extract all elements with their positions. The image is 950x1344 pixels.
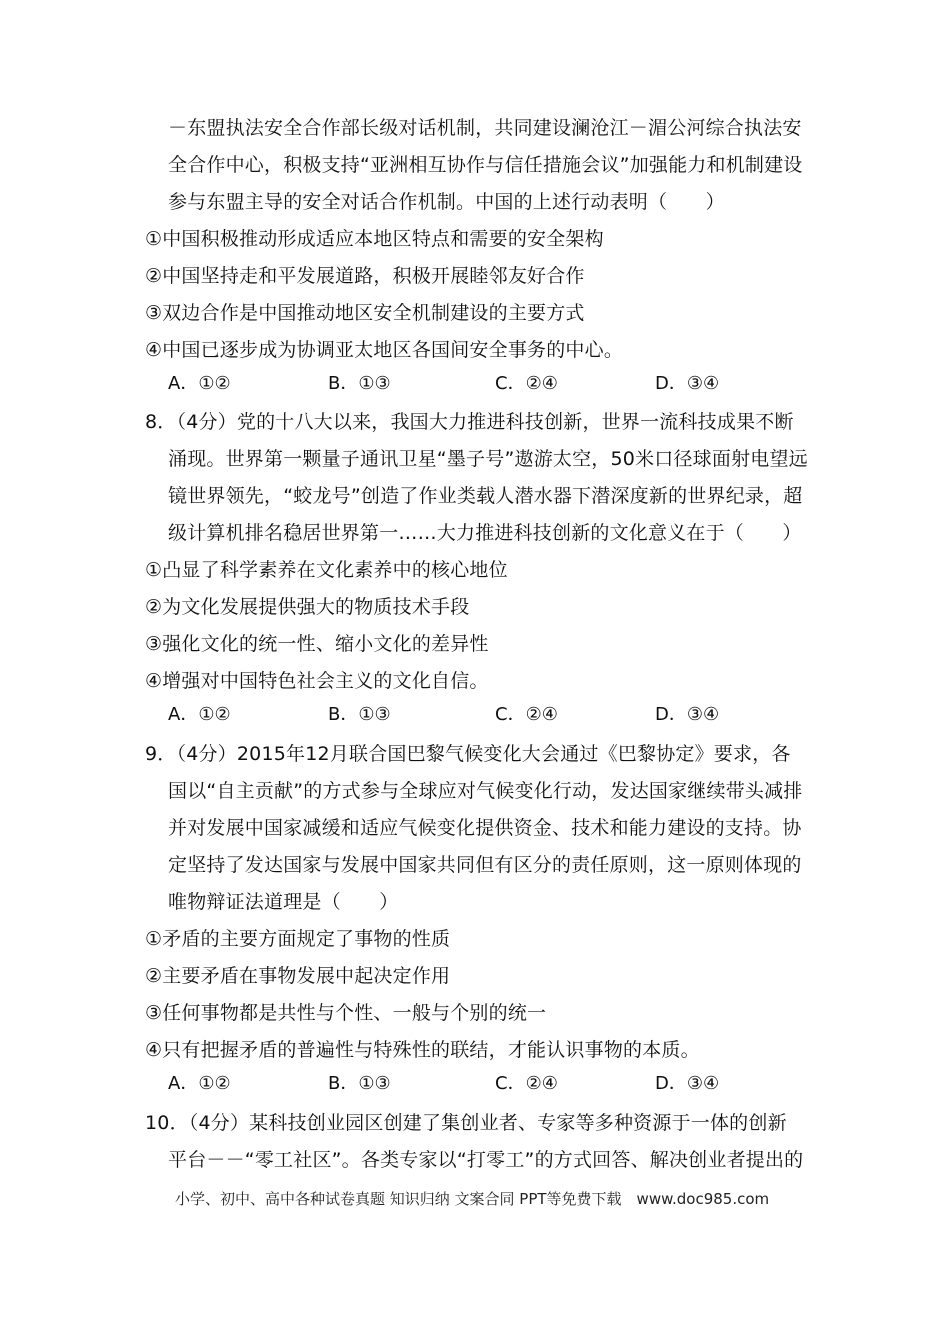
q10-stem-line-1: 10．（4分）某科技创业园区创建了集创业者、专家等多种资源于一体的创新	[145, 1112, 787, 1134]
q8-choice-a[interactable]: A．①②	[168, 704, 231, 725]
q9-choice-d[interactable]: D．③④	[655, 1073, 720, 1094]
q8-choice-d[interactable]: D．③④	[655, 704, 720, 725]
q8-option-1: ①凸显了科学素养在文化素养中的核心地位	[145, 559, 508, 581]
q9-choice-b[interactable]: B．①③	[328, 1073, 391, 1094]
q8-choice-c[interactable]: C．②④	[495, 704, 558, 725]
q10-stem-line-2: 平台－－“零工社区”。各类专家以“打零工”的方式回答、解决创业者提出的	[168, 1149, 804, 1171]
q9-choice-a[interactable]: A．①②	[168, 1073, 231, 1094]
page-footer: 小学、初中、高中各种试卷真题 知识归纳 文案合同 PPT等免费下载 www.doc985.com	[175, 1190, 770, 1208]
q9-stem-line-1: 9．（4分）2015年12月联合国巴黎气候变化大会通过《巴黎协定》要求，各	[145, 743, 791, 765]
q9-option-2: ②主要矛盾在事物发展中起决定作用	[145, 965, 451, 987]
q7-option-3: ③双边合作是中国推动地区安全机制建设的主要方式	[145, 302, 585, 324]
q9-stem-line-3: 并对发展中国家减缓和适应气候变化提供资金、技术和能力建设的支持。协	[168, 817, 802, 839]
q9-stem-line-5: 唯物辩证法道理是（ ）	[168, 891, 399, 913]
q8-option-2: ②为文化发展提供强大的物质技术手段	[145, 596, 470, 618]
q7-choice-d[interactable]: D．③④	[655, 373, 720, 394]
q7-choice-c[interactable]: C．②④	[495, 373, 558, 394]
q9-option-1: ①矛盾的主要方面规定了事物的性质	[145, 928, 451, 950]
q9-stem-line-4: 定坚持了发达国家与发展中国家共同但有区分的责任原则，这一原则体现的	[168, 854, 802, 876]
q8-choice-b[interactable]: B．①③	[328, 704, 391, 725]
q8-option-3: ③强化文化的统一性、缩小文化的差异性	[145, 633, 489, 655]
q7-option-1: ①中国积极推动形成适应本地区特点和需要的安全架构	[145, 228, 604, 250]
q7-option-2: ②中国坚持走和平发展道路，积极开展睦邻友好合作	[145, 265, 585, 287]
q7-option-4: ④中国已逐步成为协调亚太地区各国间安全事务的中心。	[145, 339, 624, 361]
q8-stem-line-1: 8．（4分）党的十八大以来，我国大力推进科技创新，世界一流科技成果不断	[145, 411, 794, 433]
q7-stem-line-1: －东盟执法安全合作部长级对话机制，共同建设澜沧江－湄公河综合执法安	[168, 117, 802, 139]
q9-stem-line-2: 国以“自主贡献”的方式参与全球应对气候变化行动，发达国家继续带头减排	[168, 780, 803, 802]
q8-stem-line-2: 涌现。世界第一颗量子通讯卫星“墨子号”遨游太空，50米口径球面射电望远	[168, 448, 808, 470]
q9-option-4: ④只有把握矛盾的普遍性与特殊性的联结，才能认识事物的本质。	[145, 1039, 700, 1061]
q7-choice-a[interactable]: A．①②	[168, 373, 231, 394]
q7-stem-line-2: 全合作中心，积极支持“亚洲相互协作与信任措施会议”加强能力和机制建设	[168, 154, 803, 176]
q7-stem-line-3: 参与东盟主导的安全对话合作机制。中国的上述行动表明（ ）	[168, 191, 725, 213]
q9-option-3: ③任何事物都是共性与个性、一般与个别的统一	[145, 1002, 547, 1024]
q8-stem-line-4: 级计算机排名稳居世界第一……大力推进科技创新的文化意义在于（ ）	[168, 522, 802, 544]
q9-choice-c[interactable]: C．②④	[495, 1073, 558, 1094]
q8-stem-line-3: 镜世界领先，“蛟龙号”创造了作业类载人潜水器下潜深度新的世界纪录，超	[168, 485, 803, 507]
q7-choice-b[interactable]: B．①③	[328, 373, 391, 394]
q8-option-4: ④增强对中国特色社会主义的文化自信。	[145, 670, 489, 692]
